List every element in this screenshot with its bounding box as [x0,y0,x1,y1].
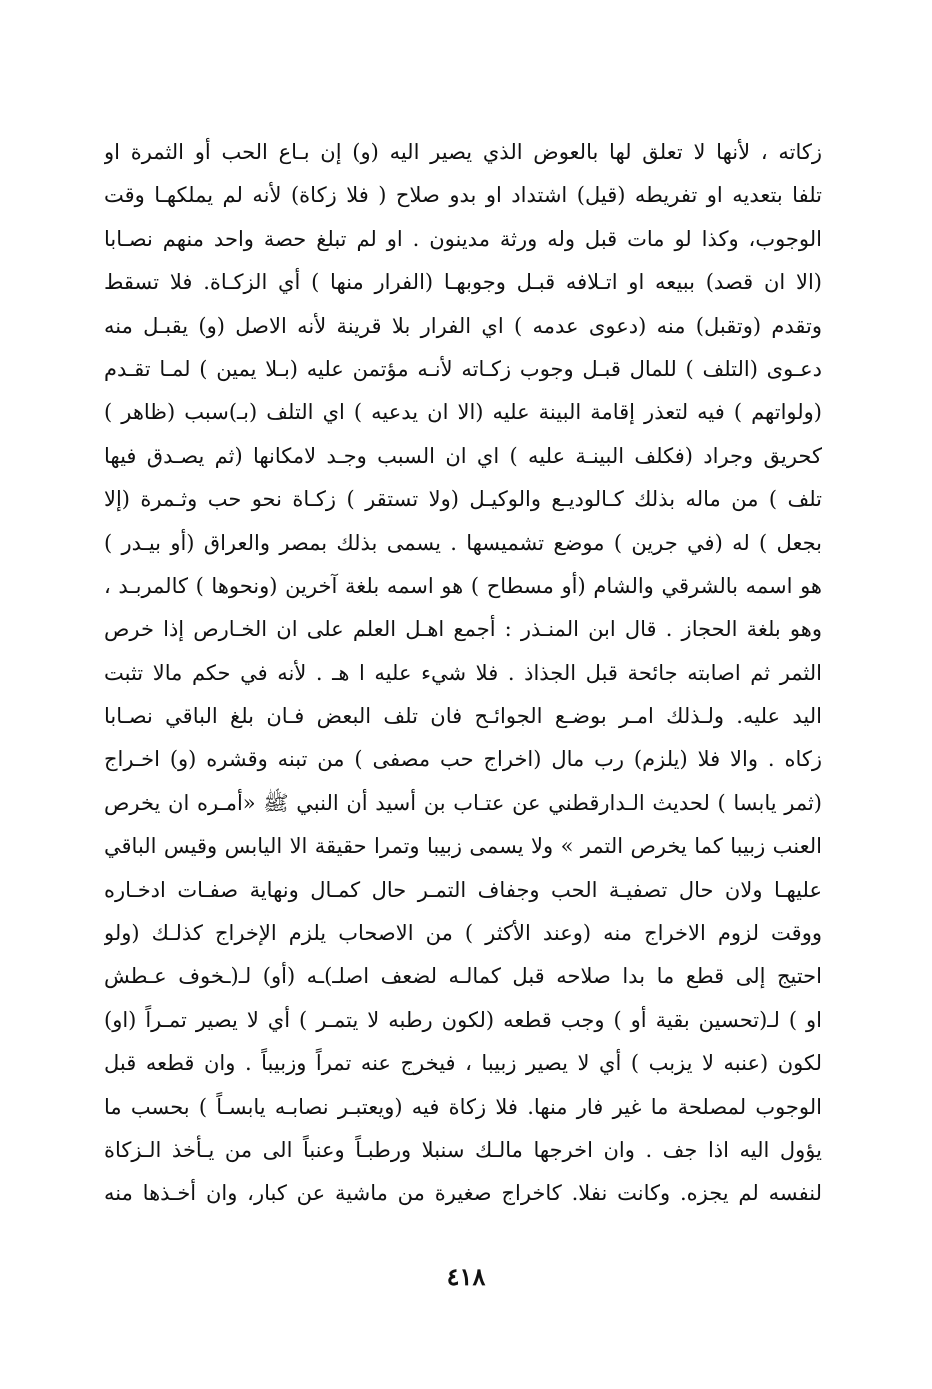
text-line: هو اسمه بالشرقي والشام (أو مسطاح ) هو اسمه بلغة آخرين (ونحوها ) كالمربـد ، [104,573,822,598]
text-line: (الا ان قصد) ببيعه او اتـلافه قبـل وجوبهـا (الفرار منها ) أي الزكـاة. فلا تسقط [104,270,822,295]
text-line: وهو بلغة الحجاز . قال ابن المنـذر : أجمع اهـل العلم على ان الخـارص إذا خرص [104,617,822,642]
body-text [104,131,822,1216]
text-line: وتقدم (وتقبل) منه (دعوى عدمه ) اي الفرار بلا قرينة لأنه الاصل (و) يقبـل منه [104,313,822,338]
text-line: الثمر ثم اصابته جائحة قبل الجذاذ . فلا شيء عليه ا هـ . لأنه في حكم مالا تثبت [104,660,822,685]
page-number: ٤١٨ [446,1262,486,1291]
text-line: (ثمر يابسا ) لحديث الـدارقطني عن عتـاب بن أسيد أن النبي ﷺ «أمـره ان يخرص [104,790,822,815]
text-line: او ) لـ(تحسين بقية أو ) وجب قطعه (لكون رطبه لا يتمـر ) أي لا يصير تمـراً (او) [104,1007,822,1032]
text-line: دعـوى (التلف ) للمال قبـل وجوب زكـاته لأنـه مؤتمن عليه (بـلا يمين ) لمـا تقـدم [104,356,822,381]
text-line: لنفسه لم يجزه. وكانت نفلا. كاخراج صغيرة من ماشية عن كبار، وان أخـذها منه [104,1181,822,1206]
text-line: كحريق وجراد (فكلف البينـة عليه ) اي ان السبب وجـد لامكانها (ثم يصـدق فيها [104,443,822,468]
text-line: لكون (عنبه لا يزبب ) أي لا يصير زبيبا ، فيخرج عنه تمراً وزبيباً . وان قطعه قبل [104,1051,822,1076]
text-line: زكاته ، لأنها لا تعلق لها بالعوض الذي يصير اليه (و) إن بـاع الحب أو الثمرة او [104,140,822,164]
text-line: زكاه . والا فلا (يلزم) رب مال (اخراج حب مصفى ) من تبنه وقشره (و) اخـراج [104,747,822,772]
text-line: (ولواتهم ) فيه لتعذر إقامة البينة عليه (الا ان يدعيه ) اي التلف (بـ)سبب (ظاهر ) [104,400,822,425]
text-line: تلف ) من ماله بذلك كـالوديـع والوكيـل (ولا تستقر ) زكـاة نحو حب وثـمرة (إلا [104,487,822,512]
text-line: اليد عليه. ولـذلك امـر بوضـع الجوائـح فان تلف البعض فـان بلغ الباقي نصـابا [104,704,822,729]
text-line: العنب زبيبا كما يخرص التمر » ولا يسمى زبيبا وتمرا حقيقة الا اليابس وقيس الباقي [104,834,822,859]
text-line: بجعل ) له (في جرين ) موضع تشميسها . يسمى بذلك بمصر والعراق (أو بيـدر ) [104,530,822,555]
text-line: عليهـا ولان حال تصفيـة الحب وجفاف التمـر حال كمـال ونهاية صفـات ادخـاره [104,877,822,902]
text-line: الوجوب، وكذا لو مات قبل وله ورثة مدينون . او لم تبلغ حصة واحد منهم نصـابا [104,226,822,251]
text-line: احتيج إلى قطع ما بدا صلاحه قبل كمالـه لضعف اصلـ)ـه (أو) لـ(ـخوف عـطش [104,964,822,989]
text-line: يؤول اليه اذا جف . وان اخرجها مالـك سنبلا ورطبـاً وعنباً الى من يـأخذ الـزكاة [104,1137,822,1162]
text-line: تلفا بتعديه او تفريطه (قيل) اشتداد او بدو صلاح ( فلا زكاة) لأنه لم يملكهـا وقت [104,183,822,208]
text-line: الوجوب لمصلحة ما غير فار منها. فلا زكاة فيه (ويعتبـر نصابـه يابسـاً ) بحسب ما [104,1094,822,1119]
text-line: ووقت لزوم الاخراج منه (وعند الأكثر ) من الاصحاب يلزم الإخراج كذلـك (ولو [104,921,822,946]
